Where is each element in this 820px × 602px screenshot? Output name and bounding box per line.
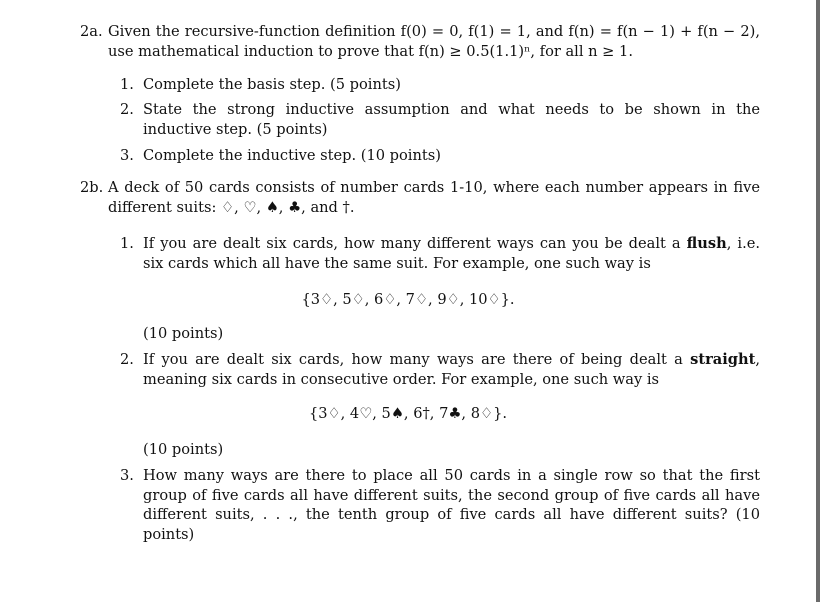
bold-term: flush [686, 235, 727, 252]
list-item [120, 350, 760, 389]
list-item-text: Complete the basis step. (5 points) [143, 76, 401, 93]
problem-2a-list [120, 100, 760, 139]
problem-number: 2a. [80, 23, 103, 40]
list-item [120, 466, 760, 544]
list-item [120, 100, 760, 139]
points-label: (10 points) [143, 441, 224, 458]
problem-number: 2b. [80, 179, 104, 196]
list-item [120, 146, 760, 166]
list-item-number: 3. [120, 147, 134, 164]
list-item-text: State the strong inductive assumption and what needs to be shown in the inductive step. (5 points) [143, 101, 760, 138]
example-set: {3♢, 5♢, 6♢, 7♢, 9♢, 10♢}. [301, 291, 515, 308]
problem-2a [80, 22, 760, 61]
problem-text: Given the recursive-function definition f(0) = 0, f(1) = 1, and f(n) = f(n − 1) + f(n − 2), use mathematical induction to prove that f(n) ≥ 0.5(1.1)ⁿ, for all n ≥ 1. [108, 23, 760, 60]
problem-2a-list [120, 75, 760, 95]
problem-2b-list [120, 466, 760, 544]
list-item-text: How many ways are there to place all 50 cards in a single row so that the first group of five cards all have different suits, the second group of five cards all have different suits, . . ., the tenth group of five cards all have different suits? (10 points) [143, 467, 760, 543]
list-item-text: If you are dealt six cards, how many ways are there of being dealt a straight, meaning six cards in consecutive order. For example, one such way is [143, 351, 760, 388]
problem-text: A deck of 50 cards consists of number cards 1-10, where each number appears in five different suits: ♢, ♡, ♠, ♣, and †. [108, 179, 760, 216]
list-item-number: 3. [120, 467, 134, 484]
problem-2b-list [120, 350, 760, 389]
list-item-number: 2. [120, 351, 134, 368]
list-item [120, 234, 760, 273]
list-item-number: 2. [120, 101, 134, 118]
bold-term: straight [690, 351, 756, 368]
example-set: {3♢, 4♡, 5♠, 6†, 7♣, 8♢}. [308, 405, 508, 422]
list-item-text: Complete the inductive step. (10 points) [143, 147, 441, 164]
points-label: (10 points) [143, 325, 224, 342]
list-item-number: 1. [120, 235, 134, 252]
problem-2b [80, 178, 760, 217]
problem-2a-list [120, 146, 760, 166]
list-item [120, 75, 760, 95]
problem-2b-list [120, 234, 760, 273]
list-item-text: If you are dealt six cards, how many different ways can you be dealt a flush, i.e. six cards which all have the same suit. For example, one such way is [143, 235, 760, 272]
list-item-number: 1. [120, 76, 134, 93]
